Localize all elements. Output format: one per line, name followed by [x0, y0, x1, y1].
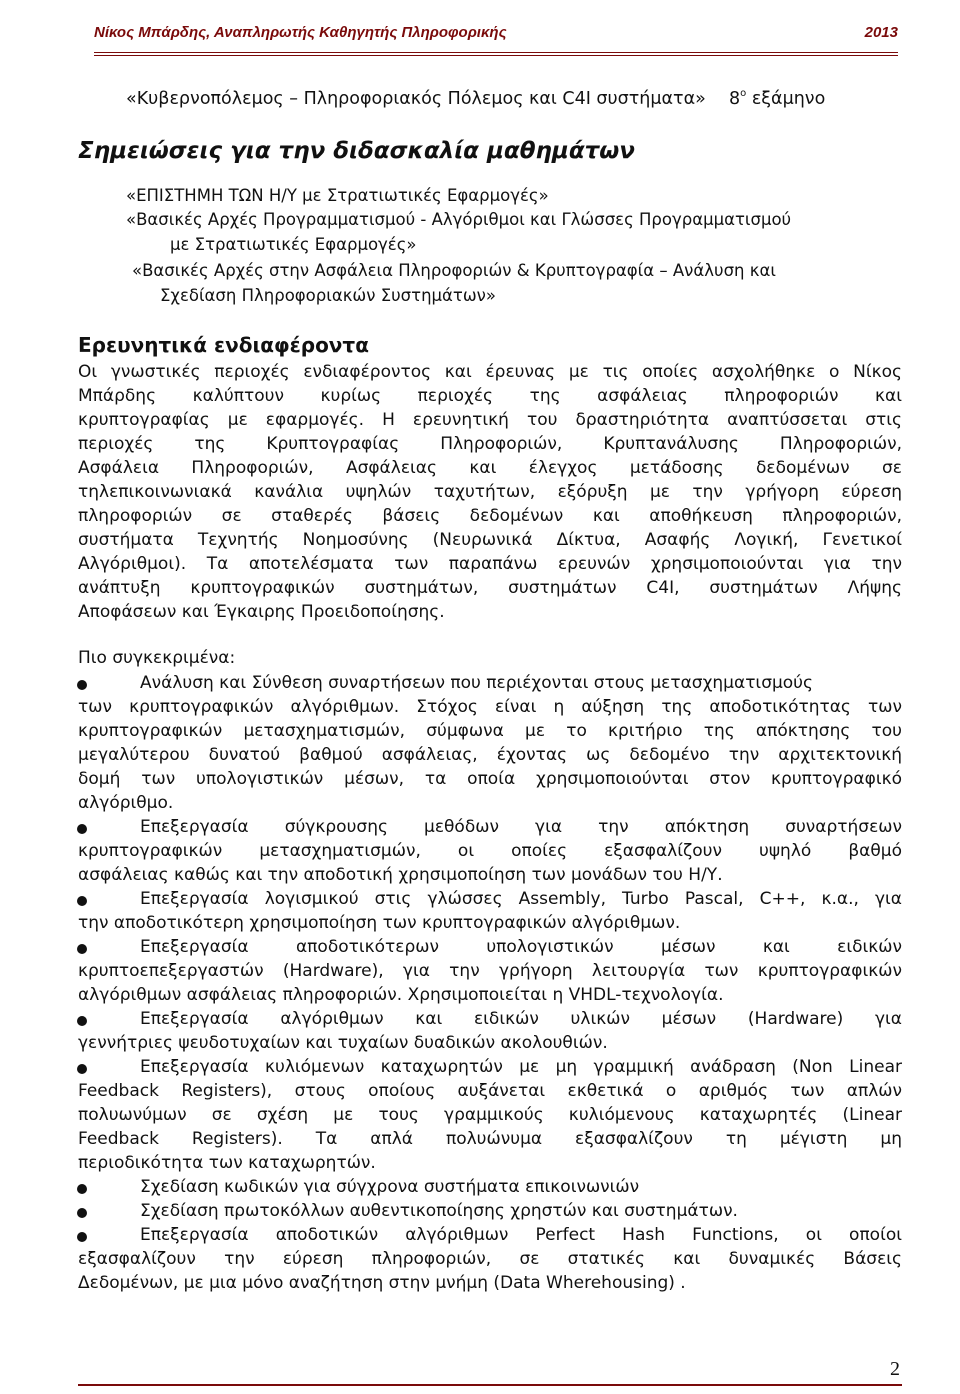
bullet-line: κρυπτογραφικών μετασχηματισμών, σύμφωνα με το κριτήριο της απόκτησης του: [78, 721, 902, 741]
bullet-line: Επεξεργασία αποδοτικών αλγόριθμων Perfect Hash Functions, οι οποίοι: [140, 1225, 902, 1245]
paragraph-line: τηλεπικοινωνιακά κανάλια υψηλών ταχυτήτων, εξόρυξη με την γρήγορη εύρεση: [78, 482, 902, 502]
bullet-line: Feedback Registers), στους οποίους αυξάνεται εκθετικά ο αριθμός των απλών: [78, 1081, 902, 1101]
paragraph-line: συστήματα Τεχνητής Νοημοσύνης (Νευρωνικά Δίκτυα, Ασαφής Λογική, Γενετικοί: [78, 530, 902, 550]
bullet-line: Σχεδίαση πρωτοκόλλων αυθεντικοποίησης χρηστών και συστημάτων.: [140, 1201, 738, 1221]
bullet-icon: [77, 1184, 87, 1194]
paragraph-line: Οι γνωστικές περιοχές ενδιαφέροντος και έρευνας με τις οποίες ασχολήθηκε ο Νίκος: [78, 362, 902, 382]
bullet-line: την αποδοτικότερη χρησιμοποίηση των κρυπτογραφικών αλγόριθμων.: [78, 913, 681, 933]
page-number: 2: [890, 1358, 900, 1380]
bullet-line: περιοδικότητα των καταχωρητών.: [78, 1153, 376, 1173]
course-title-line: [126, 88, 825, 109]
bullet-line: Επεξεργασία σύγκρουσης μεθόδων για την απόκτηση συναρτήσεων: [140, 817, 902, 837]
semester-number: 8: [728, 89, 741, 109]
bullet-line: των κρυπτογραφικών αλγόριθμων. Στόχος είναι η αύξηση της αποδοτικότητας των: [78, 697, 902, 717]
bullet-line: πολυωνύμων σε σχέση με τους γραμμικούς κυλιόμενους καταχωρητές (Linear: [78, 1105, 902, 1125]
bullet-icon: [77, 944, 87, 954]
bullet-line: Feedback Registers). Τα απλά πολυώνυμα εξασφαλίζουν τη μέγιστη μη: [78, 1129, 902, 1149]
bullet-line: μεγαλύτερου δυνατού βαθμού ασφάλειας, έχοντας ως δεδομένο την αρχιτεκτονική: [78, 745, 902, 765]
bullet-line: Επεξεργασία κυλιόμενων καταχωρητών με μη γραμμική ανάδραση (Non Linear: [140, 1057, 902, 1077]
bullet-line: δομή των υπολογιστικών μέσων, τα οποία χρησιμοποιούνται στον κρυπτογραφικό: [78, 769, 902, 789]
bullet-icon: [77, 1232, 87, 1242]
subject-line: «ΕΠΙΣΤΗΜΗ ΤΩΝ Η/Υ με Στρατιωτικές Εφαρμογές»: [126, 186, 549, 205]
bullet-line: αλγόριθμων ασφάλειας πληροφοριών. Χρησιμοποιείται η VHDL-τεχνολογία.: [78, 985, 724, 1005]
bullet-line: Επεξεργασία αλγόριθμων και ειδικών υλικών μέσων (Hardware) για: [140, 1009, 902, 1029]
semester-superscript: ο: [740, 88, 747, 99]
research-heading: Ερευνητικά ενδιαφέροντα: [78, 333, 369, 357]
bullet-icon: [77, 1016, 87, 1026]
semester-word: εξάμηνο: [751, 89, 826, 109]
footer-divider: [78, 1384, 902, 1386]
bullet-line: κρυπτογραφικών μετασχηματισμών, οι οποίες εξασφαλίζουν υψηλό βαθμό: [78, 841, 902, 861]
paragraph-line: Ασφάλεια Πληροφοριών, Ασφάλειας και έλεγχος μετάδοσης δεδομένων σε: [78, 458, 902, 478]
bullet-icon: [77, 680, 87, 690]
bullet-line: ασφάλειας καθώς και την αποδοτική χρησιμοποίηση των μονάδων του Η/Υ.: [78, 865, 723, 885]
paragraph-line: πληροφοριών σε σταθερές βάσεις δεδομένων και αποθήκευση πληροφοριών,: [78, 506, 902, 526]
bullet-line: Επεξεργασία λογισμικού στις γλώσσες Assembly, Turbo Pascal, C++, κ.α., για: [140, 889, 902, 909]
bullet-icon: [77, 1208, 87, 1218]
bullet-line: αλγόριθμο.: [78, 793, 174, 813]
header-year: 2013: [864, 24, 898, 41]
paragraph-line: Μπάρδης καλύπτουν κυρίως περιοχές της ασφάλειας πληροφοριών και: [78, 386, 902, 406]
bullet-icon: [77, 896, 87, 906]
header-author: Νίκος Μπάρδης, Αναπληρωτής Καθηγητής Πληροφορικής: [94, 24, 507, 41]
subject-line: «Βασικές Αρχές Προγραμματισμού - Αλγόριθμοι και Γλώσσες Προγραμματισμού: [126, 210, 792, 229]
subject-line: «Βασικές Αρχές στην Ασφάλεια Πληροφοριών & Κρυπτογραφία – Ανάλυση και: [132, 261, 776, 280]
bullet-line: Ανάλυση και Σύνθεση συναρτήσεων που περιέχονται στους μετασχηματισμούς: [140, 673, 813, 693]
paragraph-line: κρυπτογραφίας με εφαρμογές. Η ερευνητική του δραστηριότητα αναπτύσσεται στις: [78, 410, 902, 430]
bullet-line: κρυπτοεπεξεργαστών (Hardware), για την γρήγορη λειτουργία των κρυπτογραφικών: [78, 961, 902, 981]
paragraph-line: περιοχές της Κρυπτογραφίας Πληροφοριών, Κρυπτανάλυσης Πληροφοριών,: [78, 434, 902, 454]
bullet-line: γεννήτριες ψευδοτυχαίων και τυχαίων δυαδικών ακολουθιών.: [78, 1033, 608, 1053]
paragraph-line: ανάπτυξη κρυπτογραφικών συστημάτων, συστημάτων C4I, συστημάτων Λήψης: [78, 578, 902, 598]
subject-line: Σχεδίαση Πληροφοριακών Συστημάτων»: [160, 286, 496, 305]
subject-line: με Στρατιωτικές Εφαρμογές»: [170, 235, 417, 254]
bullet-icon: [77, 1064, 87, 1074]
page-header: [94, 16, 898, 56]
teaching-notes-heading: Σημειώσεις για την διδασκαλία μαθημάτων: [78, 138, 635, 164]
bullet-line: Δεδομένων, με μια μόνο αναζήτηση στην μνήμη (Data Wherehousing) .: [78, 1273, 686, 1293]
specifically-label: Πιο συγκεκριμένα:: [78, 648, 236, 668]
paragraph-line: Αποφάσεων και Έγκαιρης Προειδοποίησης.: [78, 602, 445, 622]
paragraph-line: Αλγόριθμοι). Τα αποτελέσματα των παραπάνω ερευνών χρησιμοποιούνται για την: [78, 554, 902, 574]
bullet-line: Επεξεργασία αποδοτικότερων υπολογιστικών μέσων και ειδικών: [140, 937, 902, 957]
bullet-line: εξασφαλίζουν την εύρεση πληροφοριών, σε στατικές και δυναμικές Βάσεις: [78, 1249, 902, 1269]
course-title: «Κυβερνοπόλεμος – Πληροφοριακός Πόλεμος και C4I συστήματα»: [126, 89, 706, 109]
bullet-line: Σχεδίαση κωδικών για σύγχρονα συστήματα επικοινωνιών: [140, 1177, 640, 1197]
bullet-icon: [77, 824, 87, 834]
